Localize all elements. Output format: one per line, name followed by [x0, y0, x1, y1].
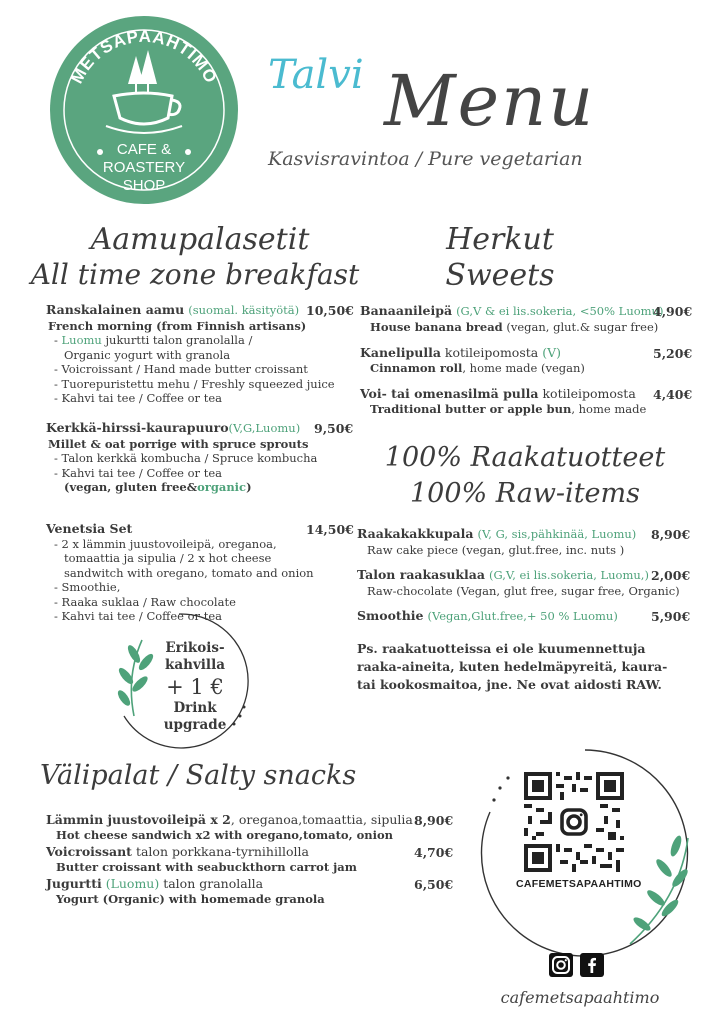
raw-note	[357, 640, 687, 694]
item-rest: , oreganoa,tomaattia, sipulia	[230, 812, 413, 827]
sweets-item-bun	[360, 386, 650, 416]
item-english-bold: House banana bread	[370, 319, 503, 334]
item-line: jukurtti talon granolalla /	[101, 333, 253, 347]
item-price: 14,50€	[306, 522, 354, 537]
item-plain: kotileipomosta	[538, 386, 636, 401]
item-price: 5,90€	[651, 609, 691, 624]
sweets-item-cinnamon-roll	[360, 345, 650, 375]
item-line: Tuorepuristettu mehu / Freshly squeezed juice	[61, 376, 335, 391]
brand-logo	[48, 14, 240, 206]
breakfast-item-venetsia: Venetsia Set - 2 x lämmin juustovoileipä, oreganoa, tomaattia ja sipulia / 2 x hot cheese sandwitch with oregano, tomato and onion - Smoothie, - Raaka suklaa / Raw chocolate - Kahvi tai tee / Coffee or tea	[46, 521, 346, 624]
item-english-bold: Traditional butter or apple bun	[370, 401, 572, 416]
raw-note-line1: Ps. raakatuotteissa ei ole kuumennettuja	[357, 641, 646, 656]
item-line: 2 x lämmin juustovoileipä, oreganoa,	[61, 536, 277, 551]
season-label: Talvi	[268, 52, 364, 98]
item-line: Raaka suklaa / Raw chocolate	[61, 594, 236, 609]
upgrade-line4: Drink	[173, 700, 217, 716]
item-line: Organic yogurt with granola	[64, 347, 231, 362]
item-price: 5,20€	[653, 346, 693, 361]
raw-item-smoothie	[357, 608, 647, 625]
raw-note-line2: raaka-aineita, kuten hedelmäpyreitä, kaura-	[357, 659, 668, 674]
item-rest: talon porkkana-tyrnihillolla	[131, 844, 309, 859]
item-name: Ranskalainen aamu	[46, 302, 185, 317]
item-name: Kerkkä-hirssi-kaurapuuro	[46, 420, 229, 435]
upgrade-price: + 1 €	[166, 675, 224, 699]
raw-note-line3: tai kookosmaitoa, jne. Ne ovat aidosti RAW.	[357, 677, 662, 692]
item-line: Smoothie,	[61, 580, 121, 594]
item-note: (V, G, sis,pähkinää, Luomu)	[477, 527, 637, 541]
brand-sub1: CAFE &	[116, 141, 172, 158]
item-line-green: Luomu	[61, 333, 102, 347]
item-line: Voicroissant / Hand made butter croissant	[61, 362, 308, 376]
brand-sub2: ROASTERY	[102, 159, 186, 176]
item-green: (Luomu)	[101, 876, 160, 891]
item-note: (V)	[542, 345, 561, 360]
item-name: Banaanileipä	[360, 303, 453, 318]
item-footer-green: organic	[197, 480, 247, 494]
item-note: (G,V & ei lis.sokeria, <50% Luomu)	[456, 304, 664, 318]
item-line: tomaattia ja sipulia / 2 x hot cheese	[64, 551, 272, 565]
item-line: sandwitch with oregano, tomato and onion	[64, 565, 314, 580]
qr-label: CAFEMETSAPAAHTIMO	[516, 878, 642, 890]
item-price: 4,40€	[653, 387, 693, 402]
item-english: Raw-chocolate (Vegan, glut free, sugar free, Organic)	[367, 583, 680, 598]
upgrade-line1: Erikois-	[165, 640, 225, 656]
snacks-title: Välipalat / Salty snacks	[40, 760, 357, 791]
brand-name: METSAPAAHTIMO	[67, 26, 221, 87]
sweets-subtitle: Sweets	[445, 258, 555, 293]
item-price: 4,70€	[414, 845, 454, 860]
item-english: French morning (from Finnish artisans)	[48, 318, 307, 333]
item-footer: (vegan, gluten free&	[64, 480, 198, 494]
facebook-icon[interactable]	[580, 953, 604, 977]
item-name: Jugurtti	[46, 876, 102, 891]
item-price: 4,90€	[653, 304, 693, 319]
item-line: Talon kerkkä kombucha / Spruce kombucha	[61, 451, 318, 465]
item-line: Kahvi tai tee / Coffee or tea	[61, 465, 222, 480]
social-handle[interactable]: cafemetsapaahtimo	[500, 988, 660, 1007]
item-footer-end: )	[246, 480, 252, 494]
raw-item-cake	[357, 526, 647, 557]
item-line: Kahvi tai tee / Coffee or tea	[61, 391, 222, 405]
snack-item-croissant	[46, 844, 406, 874]
breakfast-item-porridge: Kerkkä-hirssi-kaurapuuro(V,G,Luomu) Millet & oat porrige with spruce sprouts - Talon kerkkä kombucha / Spruce kombucha - Kahvi tai tee / Coffee or tea (vegan, gluten free&organic)	[46, 420, 346, 495]
item-price: 2,00€	[651, 568, 691, 583]
sweets-item-banana-bread	[360, 303, 664, 334]
sweets-title: Herkut	[446, 222, 554, 257]
snack-item-sandwich	[46, 812, 413, 842]
item-name: Smoothie	[357, 608, 424, 623]
item-name: Talon raakasuklaa	[357, 567, 486, 582]
item-note: (Vegan,Glut.free,+ 50 % Luomu)	[427, 609, 618, 623]
item-english: Hot cheese sandwich x2 with oregano,tomato, onion	[56, 827, 394, 842]
breakfast-subtitle: All time zone breakfast	[30, 258, 360, 291]
raw-subtitle: 100% Raw-items	[410, 478, 640, 509]
item-price: 8,90€	[414, 813, 454, 828]
item-name: Kanelipulla	[360, 345, 441, 360]
item-line: Kahvi tai tee / Coffee or tea	[61, 609, 222, 623]
item-name: Venetsia Set	[46, 521, 133, 536]
item-price: 6,50€	[414, 877, 454, 892]
item-plain: kotileipomosta	[440, 345, 543, 360]
item-note: (G,V, ei lis.sokeria, Luomu,)	[489, 568, 649, 582]
breakfast-title: Aamupalasetit	[90, 222, 310, 257]
breakfast-item-french-morning: Ranskalainen aamu (suomal. käsityötä) French morning (from Finnish artisans) - Luomu jukurtti talon granolalla / Organic yogurt with granola - Voicroissant / Hand made butter croissant - Tuorepuristettu mehu / Freshly squeezed juice - Kahvi tai tee / Coffee or tea	[46, 302, 346, 406]
page-subtitle: Kasvisravintoa / Pure vegetarian	[268, 148, 583, 170]
item-english-bold: Cinnamon roll	[370, 360, 463, 375]
item-english: Millet & oat porrige with spruce sprouts	[48, 436, 309, 451]
qr-code[interactable]	[524, 772, 624, 872]
item-name: Voicroissant	[46, 844, 132, 859]
upgrade-line5: upgrade	[163, 717, 227, 733]
upgrade-line2: kahvilla	[165, 657, 225, 673]
item-english: Raw cake piece (vegan, glut.free, inc. nuts )	[367, 542, 625, 557]
item-name: Lämmin juustovoileipä x 2	[46, 812, 231, 827]
item-price: 8,90€	[651, 527, 691, 542]
item-name: Voi- tai omenasilmä pulla	[360, 386, 539, 401]
raw-title: 100% Raakatuotteet	[384, 442, 666, 473]
page-title: Menu	[384, 60, 596, 142]
item-english: Butter croissant with seabuckthorn carrot jam	[56, 859, 357, 874]
item-note: (V,G,Luomu)	[228, 421, 301, 435]
item-price: 9,50€	[314, 421, 354, 436]
instagram-icon[interactable]	[549, 953, 573, 977]
brand-sub3: SHOP	[122, 177, 166, 194]
item-english: , home made	[571, 401, 647, 416]
item-english: , home made (vegan)	[462, 360, 585, 375]
upgrade-text	[150, 640, 240, 734]
item-name: Raakakakkupala	[357, 526, 474, 541]
item-note: (suomal. käsityötä)	[188, 303, 300, 317]
snack-item-yogurt	[46, 876, 406, 906]
item-rest: talon granolalla	[159, 876, 264, 891]
item-english: Yogurt (Organic) with homemade granola	[56, 891, 325, 906]
item-english: (vegan, glut.& sugar free)	[502, 319, 659, 334]
item-price: 10,50€	[306, 303, 354, 318]
